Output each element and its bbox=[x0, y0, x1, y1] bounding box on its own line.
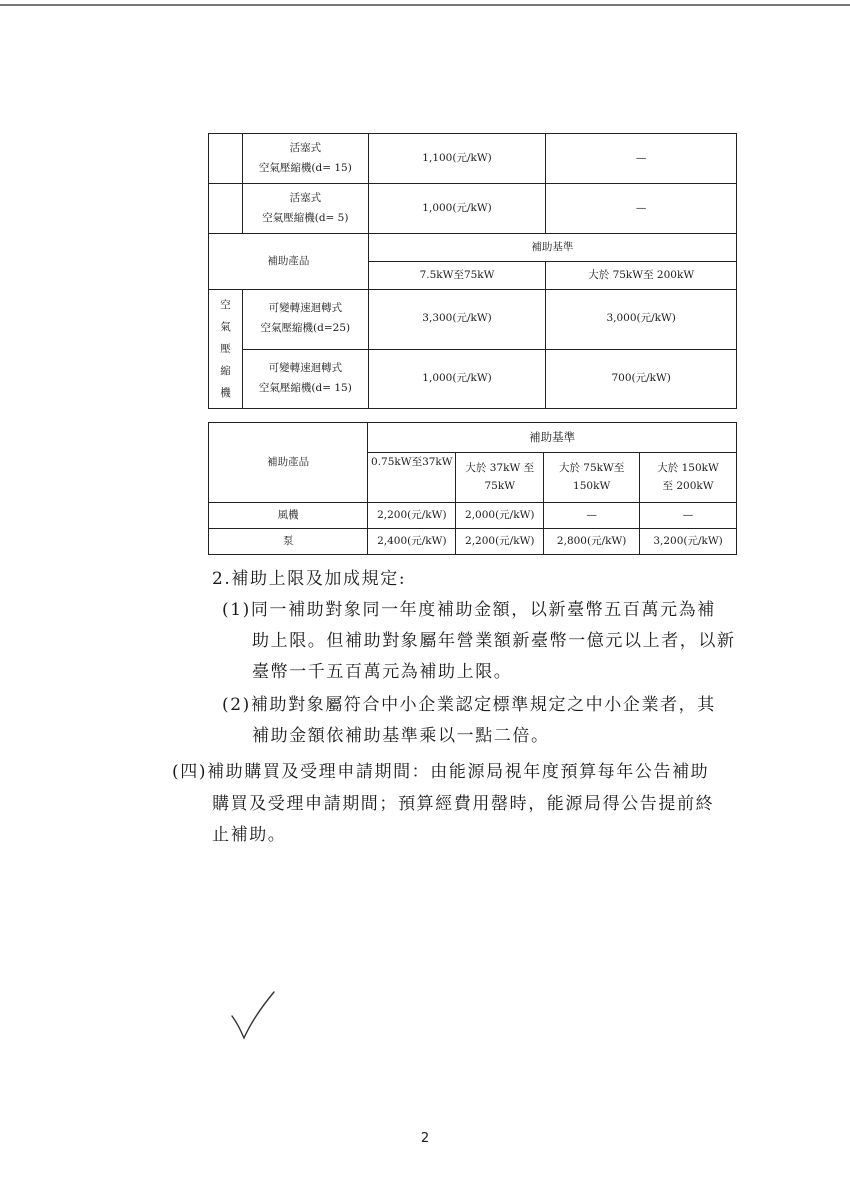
handwritten-check-mark-icon bbox=[226, 988, 286, 1048]
product-cell: 可變轉速迴轉式 空氣壓縮機(d= 15) bbox=[242, 349, 368, 409]
header-col-4: 大於 150kW 至 200kW bbox=[640, 453, 737, 503]
item-2-2-line-1: (2)補助對象屬符合中小企業認定標準規定之中小企業者，其 bbox=[222, 695, 716, 715]
value-cell: 2,800(元/kW) bbox=[544, 529, 640, 555]
header-product: 補助產品 bbox=[209, 423, 368, 503]
product-cell: 風機 bbox=[209, 503, 368, 529]
item-4-line-3: 止補助。 bbox=[212, 825, 287, 845]
group-label: 空氣壓縮機 bbox=[209, 290, 243, 409]
item-4-line-1: (四)補助購買及受理申請期間：由能源局視年度預算每年公告補助 bbox=[172, 762, 710, 782]
header-col-3: 大於 75kW至 150kW bbox=[544, 453, 640, 503]
header-col-small: 7.5kW至75kW bbox=[368, 262, 546, 290]
value-cell: — bbox=[546, 134, 737, 184]
scan-top-border bbox=[0, 4, 850, 6]
value-cell: 1,000(元/kW) bbox=[368, 184, 546, 234]
header-basis: 補助基準 bbox=[368, 234, 736, 262]
value-cell: 2,400(元/kW) bbox=[368, 529, 456, 555]
page-number: 2 bbox=[420, 1131, 430, 1146]
group-cell-blank bbox=[209, 134, 243, 184]
value-cell: — bbox=[544, 503, 640, 529]
item-4-line-2: 購買及受理申請期間；預算經費用罄時，能源局得公告提前終 bbox=[212, 794, 715, 814]
product-cell: 可變轉速迴轉式 空氣壓縮機(d=25) bbox=[242, 290, 368, 350]
item-2-1-line-2: 助上限。但補助對象屬年營業額新臺幣一億元以上者，以新 bbox=[252, 631, 736, 651]
header-col-2: 大於 37kW 至 75kW bbox=[456, 453, 544, 503]
item-2-1-line-1: (1)同一補助對象同一年度補助金額，以新臺幣五百萬元為補 bbox=[222, 600, 716, 620]
value-cell: 3,200(元/kW) bbox=[640, 529, 737, 555]
value-cell: 2,200(元/kW) bbox=[456, 529, 544, 555]
header-col-1: 0.75kW至37kW bbox=[368, 453, 456, 503]
value-cell: 1,100(元/kW) bbox=[368, 134, 546, 184]
value-cell: — bbox=[640, 503, 737, 529]
header-col-large: 大於 75kW至 200kW bbox=[546, 262, 737, 290]
item-2-2-line-2: 補助金額依補助基準乘以一點二倍。 bbox=[252, 726, 550, 746]
value-cell: 700(元/kW) bbox=[546, 349, 737, 409]
air-compressor-subsidy-table bbox=[208, 133, 737, 409]
value-cell: 3,000(元/kW) bbox=[546, 290, 737, 350]
value-cell: 3,300(元/kW) bbox=[368, 290, 546, 350]
value-cell: 1,000(元/kW) bbox=[368, 349, 546, 409]
product-cell: 活塞式 空氣壓縮機(d= 5) bbox=[242, 184, 368, 234]
fan-pump-subsidy-table bbox=[208, 422, 737, 555]
value-cell: — bbox=[546, 184, 737, 234]
value-cell: 2,200(元/kW) bbox=[368, 503, 456, 529]
value-cell: 2,000(元/kW) bbox=[456, 503, 544, 529]
product-cell: 活塞式 空氣壓縮機(d= 15) bbox=[242, 134, 368, 184]
product-cell: 泵 bbox=[209, 529, 368, 555]
header-product: 補助產品 bbox=[209, 234, 369, 290]
item-2-1-line-3: 臺幣一千五百萬元為補助上限。 bbox=[252, 662, 513, 682]
item-2-heading: 2.補助上限及加成規定: bbox=[212, 569, 407, 589]
group-cell-blank bbox=[209, 184, 243, 234]
header-basis: 補助基準 bbox=[368, 423, 737, 453]
